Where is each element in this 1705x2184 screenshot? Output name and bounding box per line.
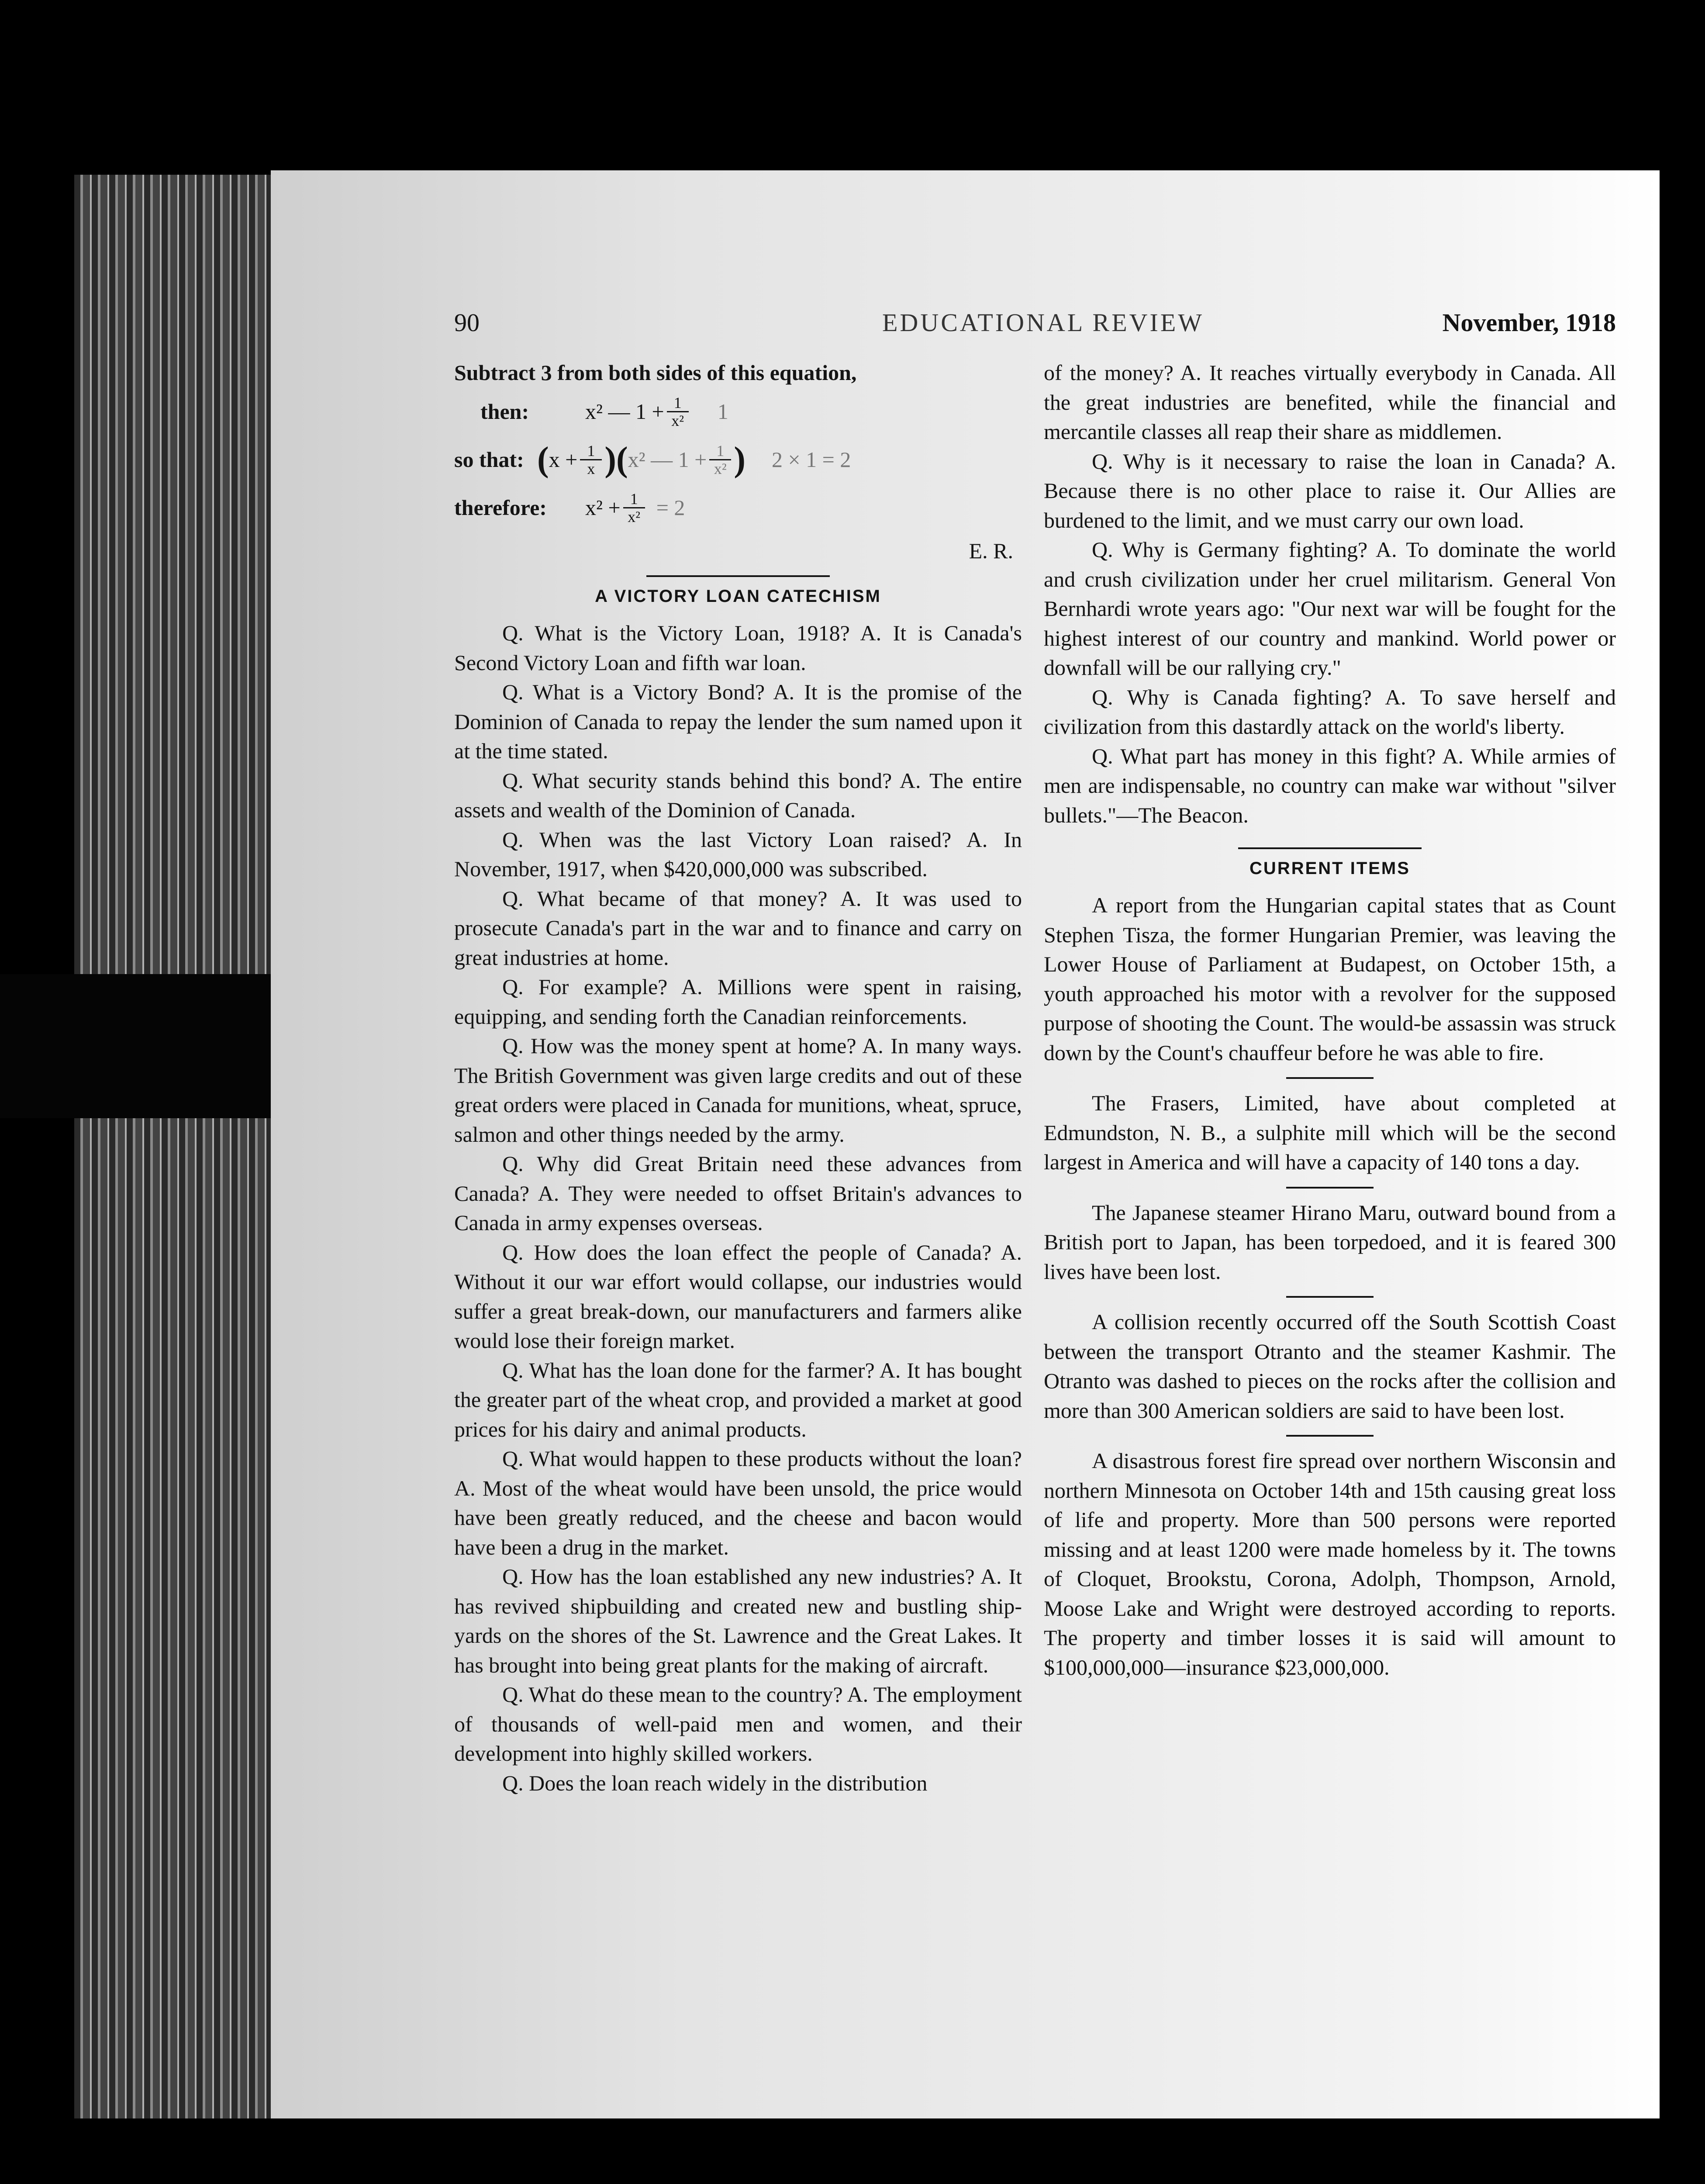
equation-expr: = 2 bbox=[656, 495, 685, 520]
divider bbox=[1286, 1077, 1374, 1079]
close-paren: ) bbox=[734, 440, 746, 479]
fraction: $\frac{1}{x}$ bbox=[580, 442, 602, 477]
catechism-continuation: Q. Why is it necessary to raise the loan in Canada? A. Because there is no other place to raise it. Our Allies are burdened to the limit, and we must carry our own load. bbox=[1044, 449, 1616, 532]
catechism-paragraph: Q. What do these mean to the country? A. The employment of thousands of well-paid men and women, and their development into highly skilled workers. bbox=[454, 1682, 1022, 1766]
catechism-paragraph: Q. Why did Great Britain need these advances from Canada? A. They were needed to offset Britain's advances to Canada in army expenses overseas. bbox=[454, 1151, 1022, 1235]
open-paren: ( bbox=[616, 440, 628, 479]
close-paren: ) bbox=[604, 440, 616, 479]
journal-title: EDUCATIONAL REVIEW bbox=[882, 308, 1205, 337]
catechism-paragraph: Q. What is a Victory Bond? A. It is the promise of the Dominion of Canada to repay the lender the sum named upon it at the time stated. bbox=[454, 680, 1022, 763]
left-column bbox=[454, 358, 1022, 1798]
catechism-paragraph: Q. What would happen to these products without the loan? A. Most of the wheat would have been unsold, the price would have been greatly reduced, and the cheese and bacon would have been a drug in the market. bbox=[454, 1446, 1022, 1559]
catechism-paragraph: Q. What became of that money? A. It was used to prosecute Canada's part in the war and to finance and carry on great industries at home. bbox=[454, 886, 1022, 970]
divider bbox=[1286, 1435, 1374, 1437]
catechism-continuation: of the money? A. It reaches virtually everybody in Canada. All the great industries are benefited, while the financial and mercantile classes all reap their share as middlemen. bbox=[1044, 360, 1616, 444]
equation-label: then: bbox=[480, 399, 529, 424]
news-item: A report from the Hungarian capital states that as Count Stephen Tisza, the former Hungarian Premier, was leaving the Lower House of Parliament at Budapest, on October 15th, a youth approached his motor with a revolver for the supposed purpose of shooting the Count. The would-be assassin was struck down by the Count's chauffeur before he was able to fire. bbox=[1044, 893, 1616, 1065]
catechism-paragraph: Q. What is the Victory Loan, 1918? A. It is Canada's Second Victory Loan and fifth war loan. bbox=[454, 621, 1022, 675]
catechism-paragraph: Q. Does the loan reach widely in the distribution bbox=[502, 1770, 928, 1795]
catechism-paragraph: Q. How has the loan established any new industries? A. It has revived shipbuilding and created new and bustling ship-yards on the shores of the St. Lawrence and the Great Lakes. It has brought into being great plants for the making of aircraft. bbox=[454, 1564, 1022, 1677]
issue-date: November, 1918 bbox=[1442, 308, 1616, 337]
page-number: 90 bbox=[454, 308, 480, 337]
equation-expr: 2 × 1 = 2 bbox=[771, 447, 851, 472]
divider bbox=[1238, 847, 1422, 849]
equation-expr: x + bbox=[549, 447, 578, 472]
equation-therefore bbox=[454, 484, 1022, 532]
equation-label: so that: bbox=[454, 447, 524, 472]
catechism-continuation: Q. Why is Germany fighting? A. To dominate the world and crush civilization under her cruel militarism. General Von Bernhardi wrote years ago: "Our next war will be fought for the highest interest of our country and mankind. World power or downfall will be our rallying cry." bbox=[1044, 537, 1616, 680]
equation-expr: x² + bbox=[585, 495, 621, 520]
divider bbox=[1286, 1296, 1374, 1298]
equation-expr: x² — 1 + bbox=[628, 447, 707, 472]
news-item: The Japanese steamer Hirano Maru, outward bound from a British port to Japan, has been torpedoed, and it is feared 300 lives have been lost. bbox=[1044, 1200, 1616, 1284]
news-item: A disastrous forest fire spread over northern Wisconsin and northern Minnesota on October 14th and 15th causing great loss of life and property. More than 500 persons were reported missing and at least 1200 were made homeless by it. The towns of Cloquet, Brookstu, Corona, Adolph, Thompson, Arnold, Moose Lake and Wright were destroyed according to reports. The property and timber losses it is said will amount to $100,000,000—insurance $23,000,000. bbox=[1044, 1448, 1616, 1679]
running-header bbox=[271, 308, 1616, 360]
right-column bbox=[1044, 358, 1616, 1682]
catechism-paragraph: Q. How does the loan effect the people of Canada? A. Without it our war effort would collapse, our industries would suffer a great break-down, our manufacturers and farmers alike would lose their foreign market. bbox=[454, 1240, 1022, 1353]
divider bbox=[1286, 1187, 1374, 1189]
catechism-continuation: Q. What part has money in this fight? A. While armies of men are indispensable, no country can make war without "silver bullets."—The Beacon. bbox=[1044, 743, 1616, 827]
equation-label: therefore: bbox=[454, 495, 547, 520]
signature: E. R. bbox=[969, 538, 1013, 563]
divider bbox=[646, 575, 830, 577]
fraction: $\frac{1}{\text{x²}}$ bbox=[709, 442, 731, 477]
section-heading: CURRENT ITEMS bbox=[1249, 859, 1410, 878]
fraction: $\frac{1}{\text{x²}}$ bbox=[667, 394, 689, 429]
equation-intro: Subtract 3 from both sides of this equation, bbox=[454, 360, 857, 385]
equation-expr: x² — 1 + bbox=[585, 399, 664, 424]
catechism-paragraph: Q. How was the money spent at home? A. In many ways. The British Government was given large credits and out of these great orders were placed in Canada for munitions, wheat, spruce, salmon and other things needed by the army. bbox=[454, 1033, 1022, 1147]
equation-block bbox=[454, 358, 1022, 566]
catechism-paragraph: Q. What has the loan done for the farmer? A. It has bought the greater part of the wheat crop, and provided a market at good prices for his dairy and animal products. bbox=[454, 1358, 1022, 1441]
catechism-paragraph: Q. When was the last Victory Loan raised? A. In November, 1917, when $420,000,000 was subscribed. bbox=[454, 827, 1022, 881]
news-item: A collision recently occurred off the South Scottish Coast between the transport Otranto and the steamer Kashmir. The Otranto was dashed to pieces on the rocks after the collision and more than 300 American soldiers are said to have been lost. bbox=[1044, 1310, 1616, 1423]
catechism-continuation: Q. Why is Canada fighting? A. To save herself and civilization from this dastardly attack on the world's liberty. bbox=[1044, 684, 1616, 739]
catechism-paragraph: Q. For example? A. Millions were spent in raising, equipping, and sending forth the Canadian reinforcements. bbox=[454, 975, 1022, 1029]
equation-then bbox=[454, 388, 1022, 436]
open-paren: ( bbox=[537, 440, 549, 479]
equation-so-that bbox=[454, 436, 1022, 484]
fraction: $\frac{1}{\text{x²}}$ bbox=[623, 491, 645, 525]
book-page bbox=[271, 170, 1660, 2118]
equation-expr: 1 bbox=[717, 399, 728, 424]
book-page-edges bbox=[74, 175, 280, 2118]
news-item: The Frasers, Limited, have about completed at Edmundston, N. B., a sulphite mill which will be the second largest in America and will have a capacity of 140 tons a day. bbox=[1044, 1091, 1616, 1174]
catechism-paragraph: Q. What security stands behind this bond? A. The entire assets and wealth of the Dominion of Canada. bbox=[454, 768, 1022, 822]
section-heading: A VICTORY LOAN CATECHISM bbox=[595, 587, 881, 606]
